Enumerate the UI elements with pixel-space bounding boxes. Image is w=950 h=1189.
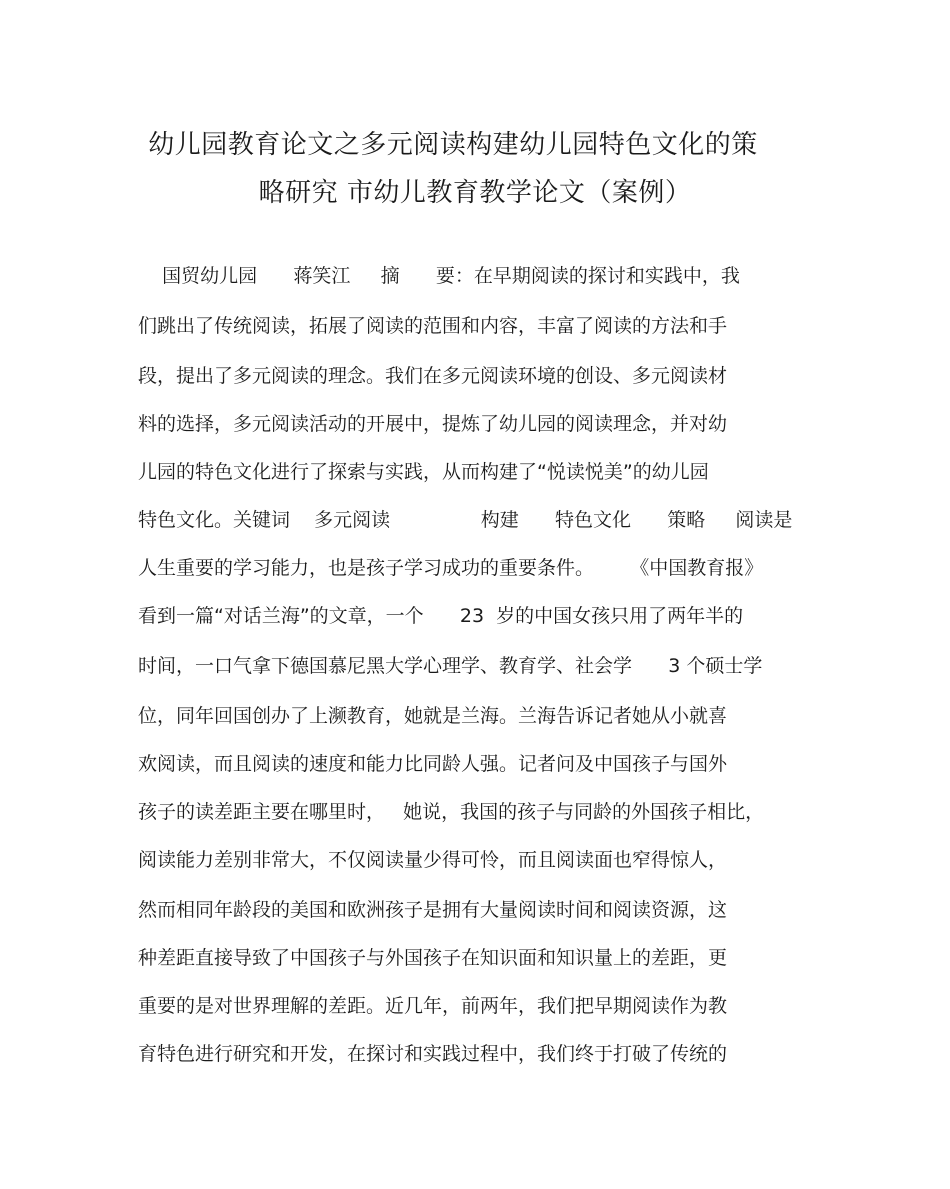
body-line: 料的选择，多元阅读活动的开展中，提炼了幼儿园的阅读理念，并对幼 [138, 413, 728, 435]
body-line: 段，提出了多元阅读的理念。我们在多元阅读环境的创设、多元阅读材 [138, 365, 728, 387]
body-line: 儿园的特色文化进行了探索与实践，从而构建了“悦读悦美”的幼儿园 [138, 461, 709, 483]
document-title-line-2: 略研究 市幼儿教育教学论文（案例） [258, 178, 692, 208]
body-line: 看到一篇“对话兰海”的文章，一个 23 岁的中国女孩只用了两年半的 [138, 605, 744, 627]
body-line: 然而相同年龄段的美国和欧洲孩子是拥有大量阅读时间和阅读资源，这 [138, 899, 728, 921]
body-line: 时间，一口气拿下德国慕尼黑大学心理学、教育学、社会学 3 个硕士学 [138, 655, 763, 677]
body-line: 特色文化。关键词 多元阅读 构建 特色文化 策略 阅读是 [138, 509, 793, 531]
body-line: 人生重要的学习能力，也是孩子学习成功的重要条件。 《中国教育报》 [138, 557, 764, 579]
body-line: 重要的是对世界理解的差距。近几年，前两年，我们把早期阅读作为教 [138, 995, 728, 1017]
body-line: 孩子的读差距主要在哪里时， 她说，我国的孩子与同龄的外国孩子相比， [138, 801, 765, 823]
document-title-line-1: 幼儿园教育论文之多元阅读构建幼儿园特色文化的策 [148, 130, 758, 160]
body-line: 欢阅读，而且阅读的速度和能力比同龄人强。记者问及中国孩子与国外 [138, 753, 728, 775]
body-line: 们跳出了传统阅读，拓展了阅读的范围和内容，丰富了阅读的方法和手 [138, 315, 728, 337]
body-line: 国贸幼儿园 蒋笑江 摘 要：在早期阅读的探讨和实践中，我 [138, 265, 740, 287]
body-line: 阅读能力差别非常大，不仅阅读量少得可怜，而且阅读面也窄得惊人， [138, 849, 728, 871]
body-line: 种差距直接导致了中国孩子与外国孩子在知识面和知识量上的差距，更 [138, 947, 728, 969]
body-line: 位，同年回国创办了上濒教育，她就是兰海。兰海告诉记者她从小就喜 [138, 705, 728, 727]
body-line: 育特色进行研究和开发，在探讨和实践过程中，我们终于打破了传统的 [138, 1043, 728, 1065]
